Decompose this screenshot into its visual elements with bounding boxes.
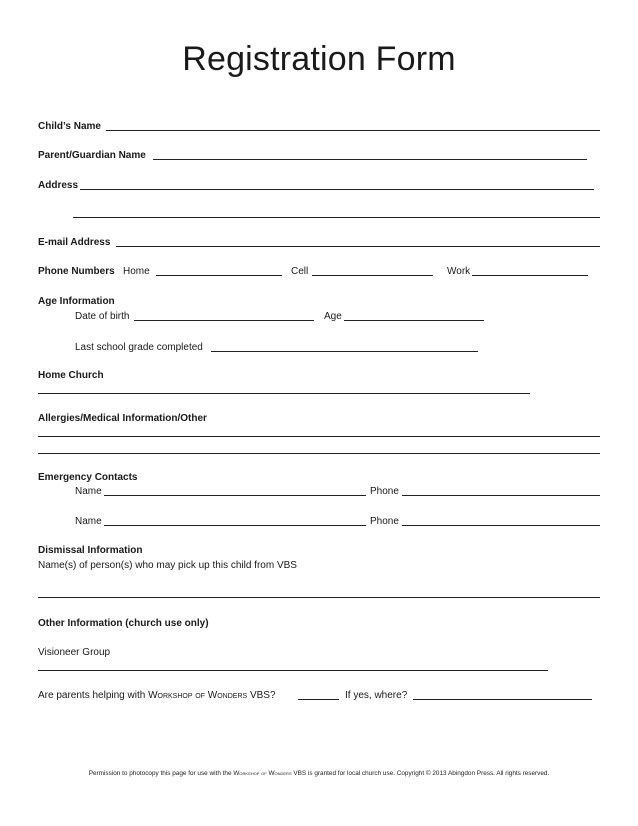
dismissal-heading: Dismissal Information — [38, 545, 143, 556]
phone-work-label: Work — [447, 266, 471, 277]
address-label: Address — [38, 180, 79, 191]
age-label: Age — [324, 311, 342, 322]
footer-prefix: Permission to photocopy this page for use with the — [88, 770, 234, 777]
other-info-heading: Other Information (church use only) — [38, 618, 209, 629]
phone-cell-field[interactable] — [312, 275, 433, 276]
parents-q-program: Workshop of Wonders — [148, 690, 248, 701]
emergency-name-label-1: Name — [75, 486, 102, 497]
if-yes-field[interactable] — [413, 699, 592, 700]
page-title: Registration Form — [182, 40, 456, 78]
emergency-name-field-1[interactable] — [104, 495, 366, 496]
childs-name-field[interactable] — [106, 130, 600, 131]
dob-field[interactable] — [134, 320, 314, 321]
phone-work-field[interactable] — [472, 275, 588, 276]
parents-q-prefix: Are parents helping with — [38, 690, 149, 701]
emergency-name-label-2: Name — [75, 516, 102, 527]
childs-name-label: Child’s Name — [38, 121, 101, 132]
visioneer-label: Visioneer Group — [38, 647, 111, 658]
emergency-phone-label-2: Phone — [370, 516, 399, 527]
parents-helping-question — [38, 690, 276, 702]
age-section-heading: Age Information — [38, 296, 115, 307]
phone-numbers-label: Phone Numbers — [38, 266, 115, 277]
grade-label: Last school grade completed — [75, 342, 203, 353]
email-label: E-mail Address — [38, 237, 111, 248]
address-field-2[interactable] — [73, 217, 600, 218]
allergies-heading: Allergies/Medical Information/Other — [38, 413, 207, 424]
emergency-phone-label-1: Phone — [370, 486, 399, 497]
allergies-field-2[interactable] — [38, 453, 600, 454]
parents-helping-field[interactable] — [298, 699, 339, 700]
emergency-name-field-2[interactable] — [104, 525, 366, 526]
phone-cell-label: Cell — [291, 266, 309, 277]
dismissal-field[interactable] — [38, 597, 600, 598]
dismissal-note: Name(s) of person(s) who may pick up this child from VBS — [38, 560, 297, 571]
emergency-phone-field-1[interactable] — [402, 495, 600, 496]
phone-home-label: Home — [123, 266, 150, 277]
parent-name-field[interactable] — [153, 159, 587, 160]
parent-name-label: Parent/Guardian Name — [38, 150, 146, 161]
home-church-field[interactable] — [38, 393, 530, 394]
age-field[interactable] — [344, 320, 484, 321]
phone-home-field[interactable] — [156, 275, 282, 276]
footer-program: Workshop of Wonders — [233, 770, 292, 777]
address-field-1[interactable] — [80, 189, 594, 190]
if-yes-label: If yes, where? — [345, 690, 408, 701]
visioneer-field[interactable] — [38, 670, 548, 671]
dob-label: Date of birth — [75, 311, 130, 322]
allergies-field-1[interactable] — [38, 436, 600, 437]
footer-suffix: VBS is granted for local church use. Copyright © 2013 Abingdon Press. All rights reserved. — [291, 770, 550, 777]
home-church-heading: Home Church — [38, 370, 104, 381]
emergency-phone-field-2[interactable] — [402, 525, 600, 526]
copyright-footer — [0, 770, 638, 777]
email-field[interactable] — [116, 246, 600, 247]
parents-q-suffix: VBS? — [247, 690, 276, 701]
emergency-contacts-heading: Emergency Contacts — [38, 472, 138, 483]
grade-field[interactable] — [211, 351, 478, 352]
